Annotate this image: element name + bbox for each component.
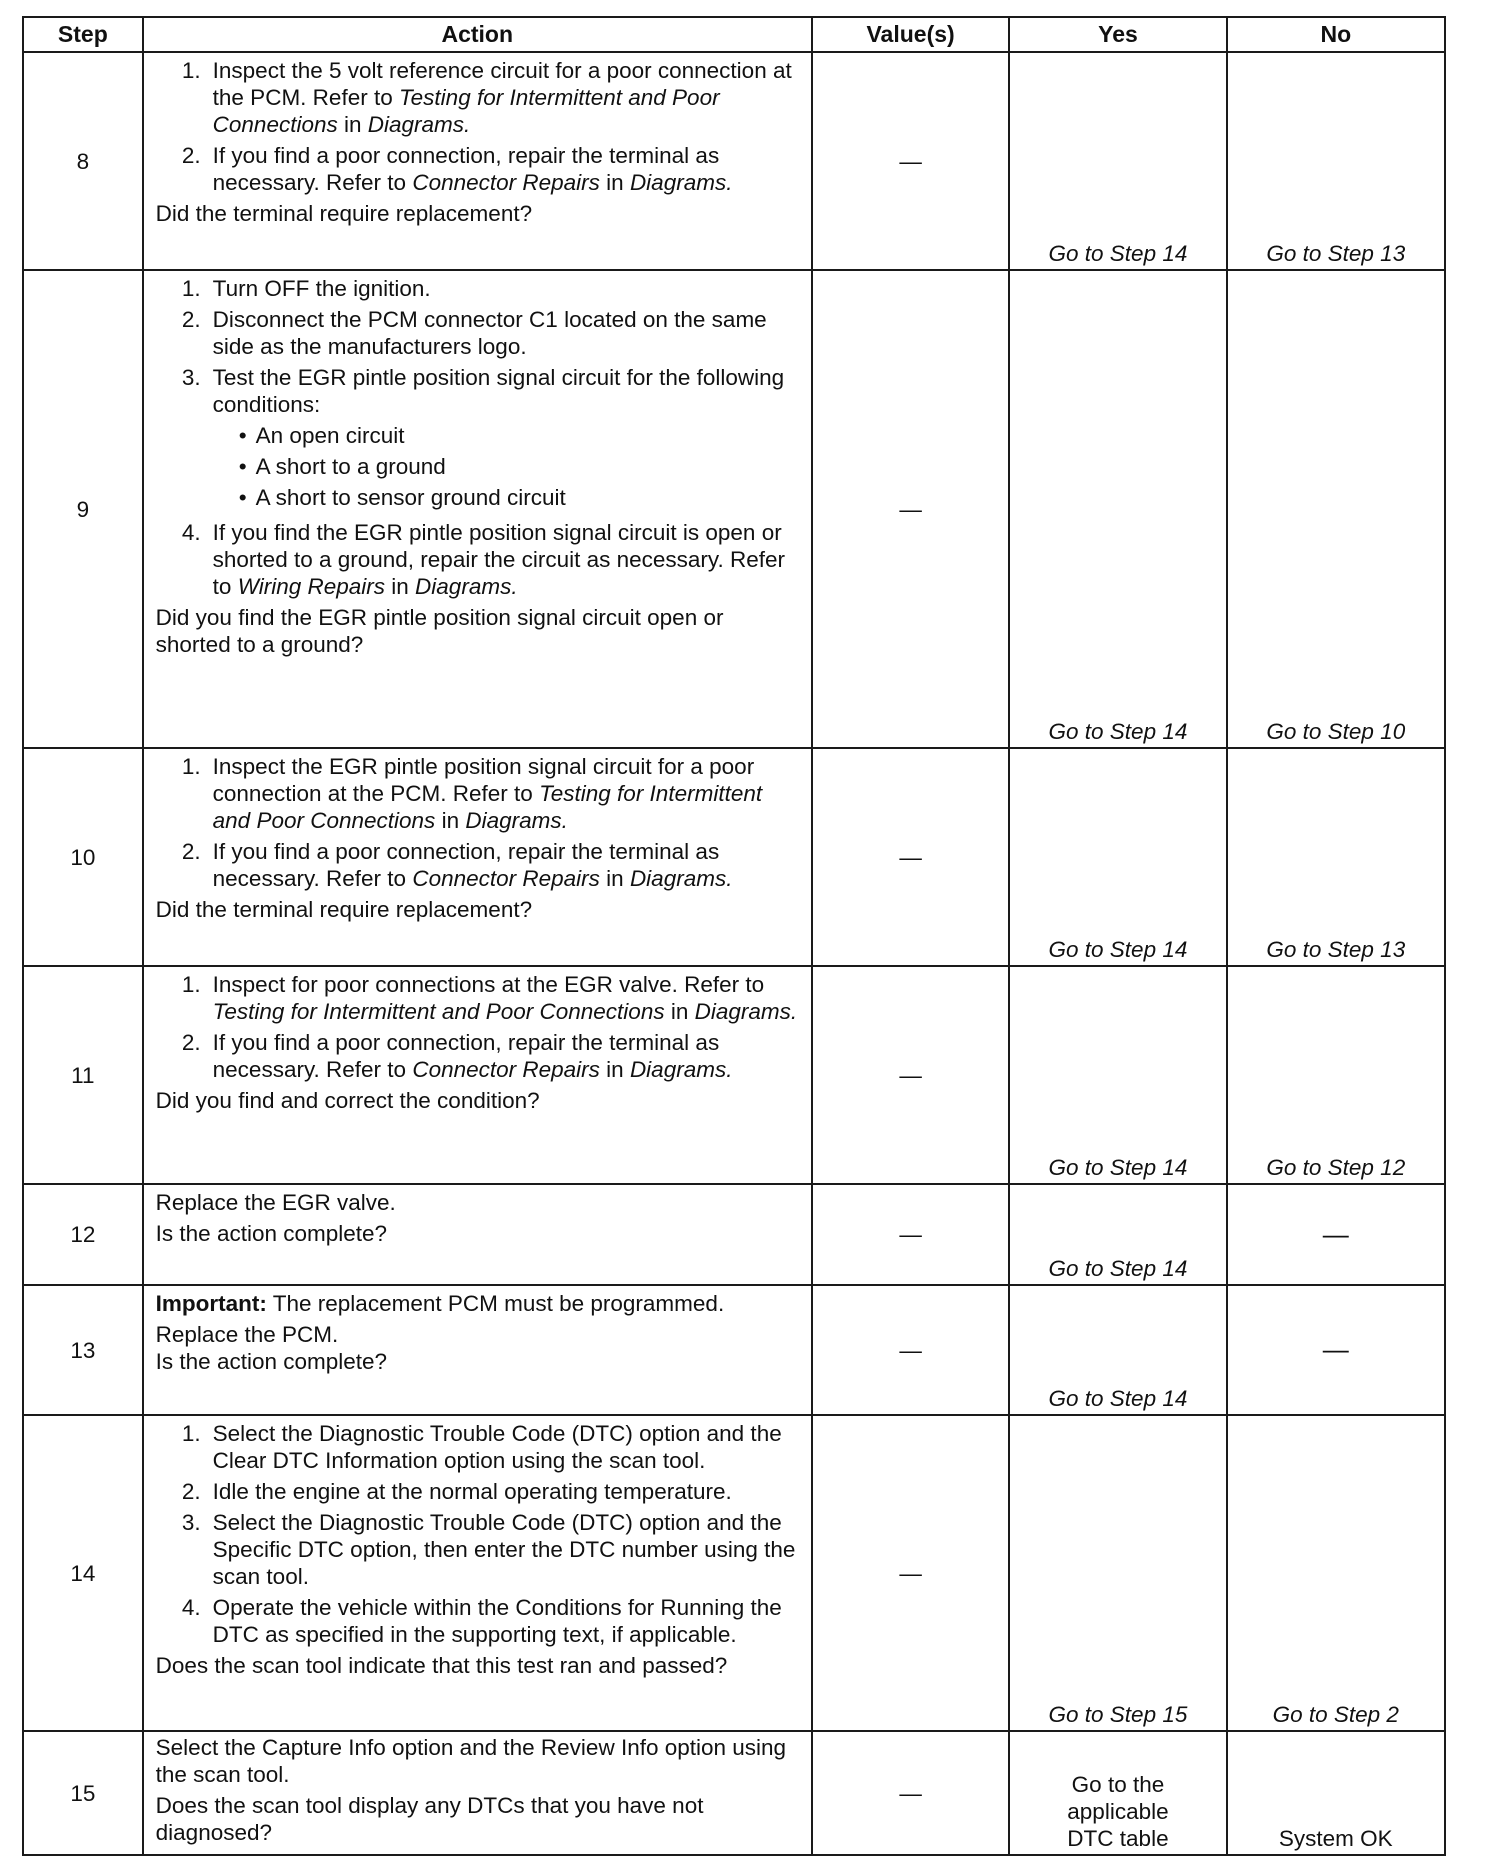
step-index: 3. [181, 365, 201, 390]
yes-outcome: Go to Step 14 [1009, 966, 1226, 1184]
instruction-text: If you find the EGR pintle position signal circuit is open or shorted to a ground, repair the circuit as necessary. Refer to [212, 520, 786, 599]
reference-link-text: Diagrams. [415, 574, 518, 599]
action-cell [143, 1415, 812, 1731]
step-row-12 [23, 1184, 1445, 1285]
step-index: 2. [181, 307, 201, 332]
condition-item [213, 484, 803, 511]
step-index: 2. [181, 1030, 201, 1055]
action-step [156, 142, 803, 196]
reference-link-text: Connector Repairs [412, 1057, 600, 1082]
instruction-text: in [664, 999, 695, 1024]
value-cell: — [812, 1184, 1010, 1285]
action-cell [143, 748, 812, 966]
instruction-text: Turn OFF the ignition. [212, 276, 431, 301]
reference-link-text: Connector Repairs [412, 170, 600, 195]
reference-link-text: Diagrams. [629, 170, 733, 195]
reference-link-text: Diagrams. [629, 1057, 733, 1082]
step-row-14 [23, 1415, 1445, 1731]
condition-list [213, 422, 803, 511]
condition-text: A short to a ground [255, 454, 446, 479]
step-number: 12 [23, 1184, 143, 1285]
step-number: 13 [23, 1285, 143, 1415]
instruction-text: If you find a poor connection, repair the terminal as necessary. Refer to [212, 839, 720, 891]
yes-outcome [1009, 1731, 1226, 1855]
action-question: Did you find and correct the condition? [155, 1088, 540, 1113]
header-row [23, 17, 1445, 52]
action-question: Did the terminal require replacement? [155, 201, 533, 226]
step-row-15 [23, 1731, 1445, 1855]
yes-outcome-line: applicable [1067, 1799, 1169, 1824]
action-question: Does the scan tool display any DTCs that you have not diagnosed? [155, 1793, 704, 1845]
value-cell: — [812, 1731, 1010, 1855]
step-number: 11 [23, 966, 143, 1184]
step-index: 1. [181, 276, 201, 301]
step-number: 8 [23, 52, 143, 270]
step-index: 4. [181, 520, 201, 545]
action-question: Is the action complete? [155, 1349, 388, 1374]
reference-link-text: Diagrams. [465, 808, 568, 833]
action-cell [143, 1184, 812, 1285]
action-step [156, 1029, 803, 1083]
step-row-10 [23, 748, 1445, 966]
no-outcome: System OK [1227, 1731, 1445, 1855]
instruction-text: in [599, 170, 630, 195]
action-steps [156, 57, 803, 196]
instruction-text: Test the EGR pintle position signal circuit for the following conditions: [212, 365, 785, 417]
yes-outcome-line: Go to the [1071, 1772, 1165, 1797]
value-cell: — [812, 52, 1010, 270]
yes-outcome: Go to Step 14 [1009, 1285, 1226, 1415]
yes-outcome: Go to Step 14 [1009, 52, 1226, 270]
reference-link-text: Diagrams. [694, 999, 798, 1024]
instruction-text: Inspect the 5 volt reference circuit for a poor connection at the PCM. Refer to [212, 58, 792, 110]
action-cell [143, 52, 812, 270]
diagnostic-table [22, 16, 1446, 1856]
action-step [156, 275, 803, 302]
no-outcome: — [1227, 1184, 1445, 1285]
reference-link-text: Diagrams. [367, 112, 471, 137]
no-outcome: Go to Step 12 [1227, 966, 1445, 1184]
action-cell [143, 966, 812, 1184]
value-cell: — [812, 270, 1010, 748]
action-cell [143, 1285, 812, 1415]
action-step [156, 971, 803, 1025]
step-index: 1. [181, 1421, 201, 1446]
step-number: 15 [23, 1731, 143, 1855]
reference-link-text: Diagrams. [629, 866, 733, 891]
action-text: Select the Capture Info option and the Review Info option using the scan tool. [155, 1735, 787, 1787]
instruction-text: in [385, 574, 416, 599]
reference-link-text: Connector Repairs [412, 866, 600, 891]
action-question: Did the terminal require replacement? [155, 897, 533, 922]
step-index: 2. [181, 143, 201, 168]
reference-link-text: Testing for Intermittent and Poor Connections [212, 781, 763, 833]
condition-text: An open circuit [255, 423, 405, 448]
step-index: 3. [181, 1510, 201, 1535]
action-step [156, 57, 803, 138]
no-outcome: Go to Step 13 [1227, 52, 1445, 270]
instruction-text: Idle the engine at the normal operating temperature. [212, 1479, 732, 1504]
instruction-text: in [599, 866, 630, 891]
action-question: Does the scan tool indicate that this test ran and passed? [155, 1653, 728, 1678]
step-number: 14 [23, 1415, 143, 1731]
value-cell: — [812, 1285, 1010, 1415]
important-text: The replacement PCM must be programmed. [272, 1291, 725, 1316]
action-step [156, 1420, 803, 1474]
instruction-text: Operate the vehicle within the Conditions for Running the DTC as specified in the supporting text, if applicable. [212, 1595, 782, 1647]
action-steps [156, 275, 803, 600]
header-no: No [1227, 17, 1445, 52]
action-step [156, 753, 803, 834]
header-action: Action [143, 17, 812, 52]
action-step [156, 838, 803, 892]
reference-link-text: Testing for Intermittent and Poor Connections [212, 999, 665, 1024]
important-label: Important: [155, 1291, 267, 1316]
value-cell: — [812, 966, 1010, 1184]
no-outcome: — [1227, 1285, 1445, 1415]
instruction-text: in [435, 808, 466, 833]
step-index: 1. [181, 972, 201, 997]
action-step [156, 519, 803, 600]
action-cell [143, 270, 812, 748]
important-note [156, 1290, 803, 1317]
yes-outcome: Go to Step 14 [1009, 748, 1226, 966]
bullet-icon: • [238, 454, 247, 479]
action-step [156, 1509, 803, 1590]
action-text: Replace the EGR valve. [155, 1190, 396, 1215]
yes-outcome-line: DTC table [1067, 1826, 1169, 1851]
yes-outcome: Go to Step 14 [1009, 1184, 1226, 1285]
action-step [156, 364, 803, 515]
yes-outcome: Go to Step 14 [1009, 270, 1226, 748]
header-yes: Yes [1009, 17, 1226, 52]
step-index: 1. [181, 754, 201, 779]
no-outcome: Go to Step 10 [1227, 270, 1445, 748]
step-index: 2. [181, 839, 201, 864]
step-number: 10 [23, 748, 143, 966]
bullet-icon: • [238, 485, 247, 510]
step-row-8 [23, 52, 1445, 270]
step-index: 1. [181, 58, 201, 83]
action-question: Is the action complete? [155, 1221, 388, 1246]
bullet-icon: • [238, 423, 247, 448]
action-cell [143, 1731, 812, 1855]
instruction-text: Inspect for poor connections at the EGR valve. Refer to [212, 972, 765, 997]
no-outcome: Go to Step 2 [1227, 1415, 1445, 1731]
action-steps [156, 753, 803, 892]
condition-item [213, 422, 803, 449]
instruction-text: Select the Diagnostic Trouble Code (DTC) option and the Clear DTC Information option using the scan tool. [212, 1421, 782, 1473]
instruction-text: in [337, 112, 368, 137]
header-values: Value(s) [812, 17, 1010, 52]
no-outcome: Go to Step 13 [1227, 748, 1445, 966]
action-steps [156, 971, 803, 1083]
instruction-text: in [599, 1057, 630, 1082]
value-cell: — [812, 1415, 1010, 1731]
step-number: 9 [23, 270, 143, 748]
instruction-text: If you find a poor connection, repair the terminal as necessary. Refer to [212, 1030, 720, 1082]
instruction-text: Inspect the EGR pintle position signal circuit for a poor connection at the PCM. Refer to [212, 754, 755, 806]
step-row-9 [23, 270, 1445, 748]
action-question: Did you find the EGR pintle position signal circuit open or shorted to a ground? [155, 605, 724, 657]
yes-outcome: Go to Step 15 [1009, 1415, 1226, 1731]
action-text: Replace the PCM. [155, 1322, 339, 1347]
reference-link-text: Wiring Repairs [237, 574, 386, 599]
step-row-13 [23, 1285, 1445, 1415]
step-index: 4. [181, 1595, 201, 1620]
instruction-text: Select the Diagnostic Trouble Code (DTC) option and the Specific DTC option, then enter the DTC number using the scan tool. [212, 1510, 796, 1589]
instruction-text: Disconnect the PCM connector C1 located on the same side as the manufacturers logo. [212, 307, 767, 359]
header-step: Step [23, 17, 143, 52]
reference-link-text: Testing for Intermittent and Poor Connections [212, 85, 720, 137]
action-step [156, 306, 803, 360]
value-cell: — [812, 748, 1010, 966]
action-step [156, 1594, 803, 1648]
condition-item [213, 453, 803, 480]
step-index: 2. [181, 1479, 201, 1504]
instruction-text: If you find a poor connection, repair the terminal as necessary. Refer to [212, 143, 720, 195]
action-step [156, 1478, 803, 1505]
step-row-11 [23, 966, 1445, 1184]
condition-text: A short to sensor ground circuit [255, 485, 566, 510]
action-steps [156, 1420, 803, 1648]
